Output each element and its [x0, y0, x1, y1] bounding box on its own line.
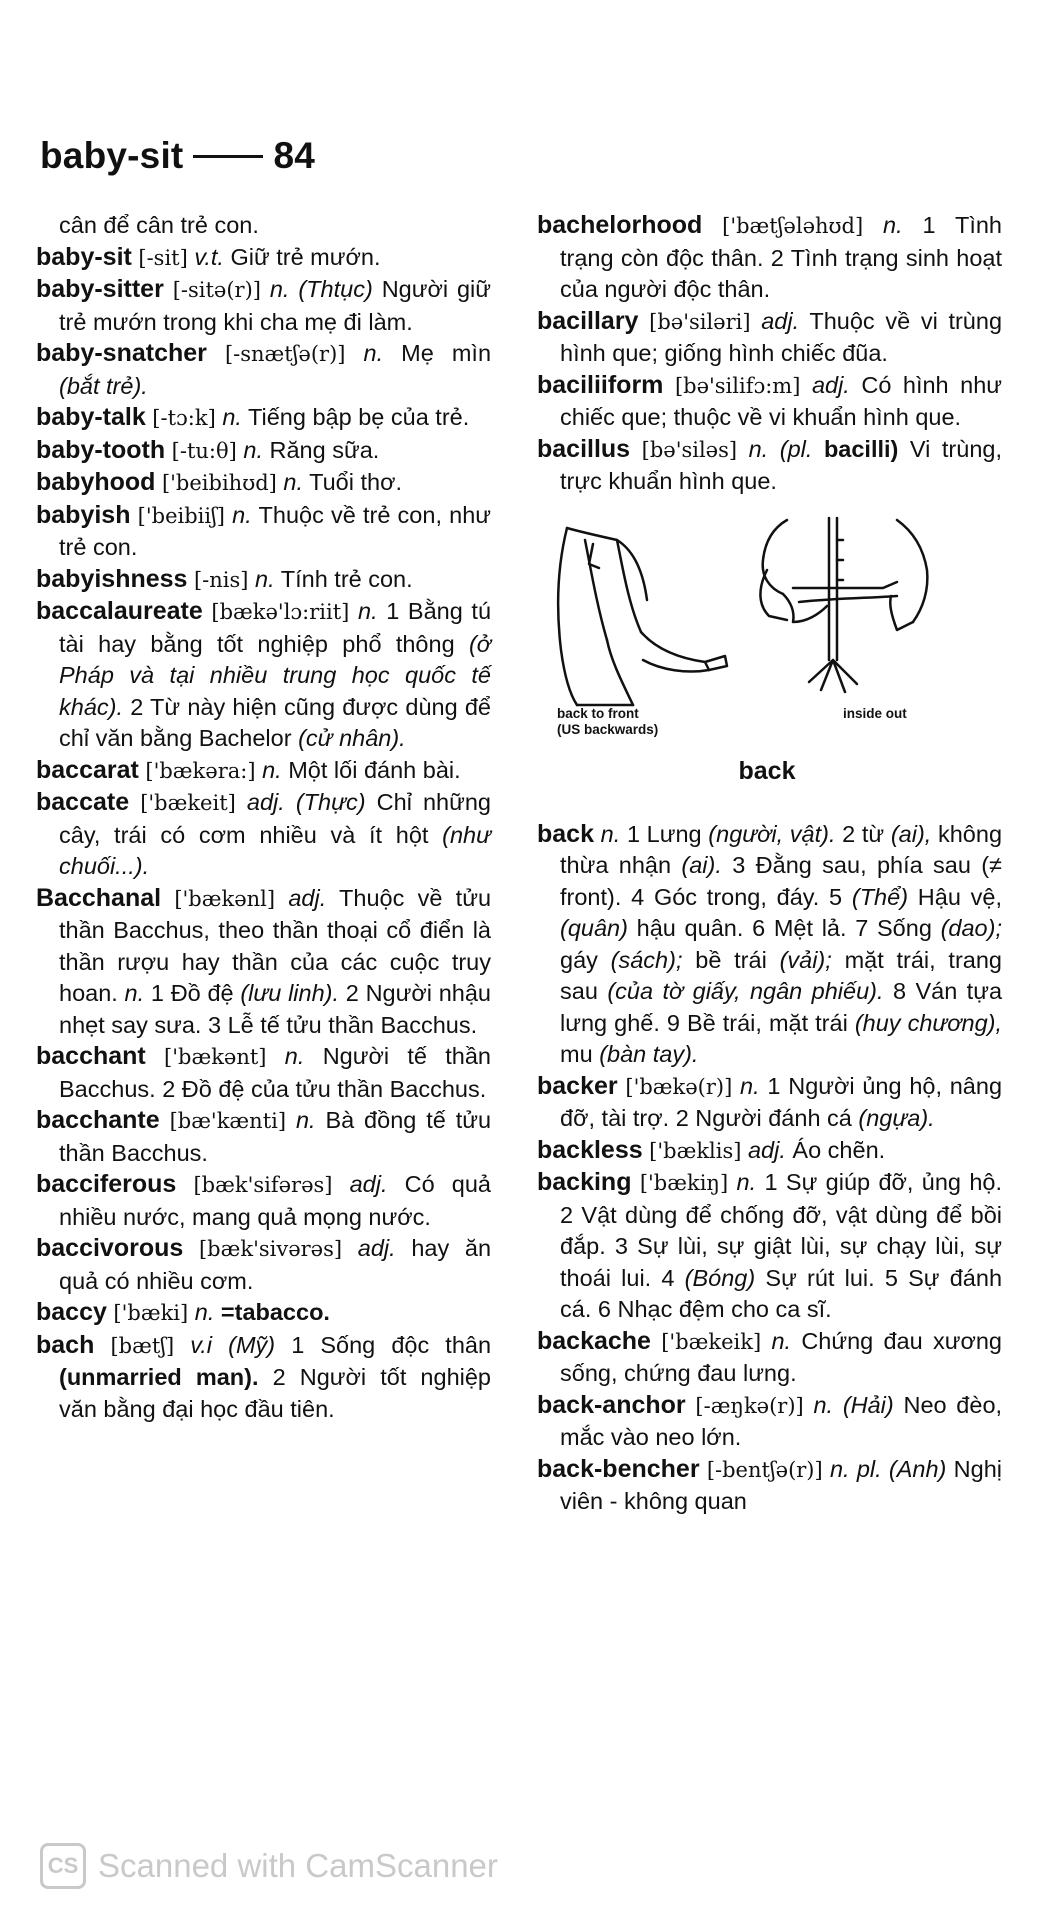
- header-page-number: 84: [273, 135, 316, 176]
- watermark-text: Scanned with CamScanner: [98, 1847, 498, 1884]
- dict-entry: bacillary [bə'siləri] adj. Thuộc về vi trùng hình que; giống hình chiếc đũa.: [537, 306, 1003, 366]
- headword: bach: [36, 1330, 95, 1359]
- headword: bacillary: [537, 306, 639, 335]
- headword: baby-sit: [36, 242, 132, 271]
- dict-entry: backache ['bækeik] n. Chứng đau xương sống, chứng đau lưng.: [537, 1326, 1002, 1386]
- dict-entry: Bacchanal ['bækənl] adj. Thuộc về tửu thần Bacchus, theo thần thoại cổ điển là thần rượu hay thần của các cuộc truy hoan. n. 1 Đồ đệ (lưu linh). 2 Người nhậu nhẹt say sưa. 3 Lễ tế tửu thần Bacchus.: [36, 883, 492, 1038]
- right-column: [537, 210, 1002, 1518]
- illustration-title: back: [738, 756, 796, 785]
- headword: baccate: [36, 788, 130, 816]
- header-dash: [193, 155, 263, 158]
- left-column: [36, 210, 491, 1425]
- dict-entry: bacciferous [bæk'sifərəs] adj. Có quả nhiều nước, mang quả mọng nước.: [36, 1170, 491, 1230]
- headword: bacchante: [36, 1106, 160, 1134]
- caption-inside-out: inside out: [843, 705, 907, 721]
- headword: back-bencher: [537, 1454, 700, 1483]
- headword: bacciferous: [36, 1170, 177, 1198]
- dict-entry: bacchant ['bækənt] n. Người tế thần Bacchus. 2 Đồ đệ của tửu thần Bacchus.: [36, 1042, 491, 1102]
- dict-entry: bachelorhood ['bætʃələhʊd] n. 1 Tình trạng còn độc thân. 2 Tình trạng sinh hoạt của người độc thân.: [537, 211, 1002, 302]
- camscanner-watermark: [40, 1843, 498, 1889]
- headword: back-anchor: [537, 1390, 686, 1419]
- caption-back-to-front: back to front (US backwards): [557, 705, 659, 737]
- headword: backer: [537, 1071, 618, 1100]
- headword: back: [537, 819, 594, 848]
- dict-entry: baby-snatcher [-snætʃə(r)] n. Mẹ mìn (bắt trẻ).: [36, 339, 492, 399]
- dict-entry: baby-sit [-sit] v.t. Giữ trẻ mướn.: [36, 242, 381, 271]
- headword: bachelorhood: [537, 211, 703, 239]
- headword: babyish: [36, 500, 131, 529]
- headword: backing: [537, 1168, 632, 1196]
- dict-entry: bach [bætʃ] v.i (Mỹ) 1 Sống độc thân (unmarried man). 2 Người tốt nghiệp văn bằng đại học đầu tiên.: [36, 1330, 492, 1422]
- headword: baby-sitter: [36, 275, 164, 303]
- dict-entry: baccate ['bækeit] adj. (Thực) Chỉ những cây, trái có cơm nhiều và ít hột (như chuối...).: [36, 788, 492, 879]
- headword: baby-snatcher: [36, 339, 207, 367]
- dict-entry: baby-talk [-tɔ:k] n. Tiếng bập bẹ của trẻ.: [36, 403, 470, 431]
- headword: baby-talk: [36, 403, 146, 431]
- headword: baccivorous: [36, 1234, 184, 1262]
- illustration-back: [537, 510, 997, 795]
- headword: baccy: [36, 1298, 107, 1326]
- dict-entry: bacillus [bə'siləs] n. (pl. bacilli) Vi trùng, trực khuẩn hình que.: [537, 434, 1002, 494]
- dict-entry: baccalaureate [bækə'lɔ:riit] n. 1 Bằng tú tài hay bằng tốt nghiệp phổ thông (ở Pháp và tại nhiều trung học quốc tế khác). 2 Từ này hiện cũng được dùng để chỉ văn bằng Bachelor (cử nhân).: [36, 597, 492, 751]
- dict-entry: baciliiform [bə'silifɔ:m] adj. Có hình như chiếc que; thuộc về vi khuẩn hình que.: [537, 370, 1003, 430]
- dict-entry: babyhood ['beibihʊd] n. Tuổi thơ.: [36, 468, 403, 496]
- header-headword: baby-sit: [40, 135, 184, 176]
- headword: backache: [537, 1326, 651, 1355]
- back-illustration-drawing: [537, 510, 997, 795]
- headword: baciliiform: [537, 370, 664, 399]
- dict-entry: babyishness [-nis] n. Tính trẻ con.: [36, 564, 413, 593]
- camscanner-logo-icon: CS: [40, 1843, 86, 1889]
- headword: backless: [537, 1135, 643, 1164]
- dict-entry: back-anchor [-æŋkə(r)] n. (Hải) Neo đèo, mắc vào neo lớn.: [537, 1390, 1003, 1450]
- headword: baccalaureate: [36, 597, 203, 625]
- continuation-text: cân để cân trẻ con.: [59, 212, 259, 238]
- dict-entry: baccivorous [bæk'sivərəs] adj. hay ăn quả có nhiều cơm.: [36, 1234, 492, 1294]
- headword: Bacchanal: [36, 883, 162, 912]
- dict-entry: baccy ['bæki] n. =tabacco.: [36, 1298, 330, 1326]
- headword: bacchant: [36, 1042, 146, 1070]
- dict-entry: baby-sitter [-sitə(r)] n. (Thtục) Người giữ trẻ mướn trong khi cha mẹ đi làm.: [36, 275, 491, 335]
- dict-entry: babyish ['beibiiʃ] n. Thuộc về trẻ con, như trẻ con.: [36, 500, 492, 560]
- dict-entry: baccarat ['bækəra:] n. Một lối đánh bài.: [36, 755, 461, 784]
- headword: bacillus: [537, 434, 631, 463]
- dict-entry: back-bencher [-bentʃə(r)] n. pl. (Anh) Nghị viên - không quan: [537, 1454, 1002, 1514]
- dict-entry: backless ['bæklis] adj. Áo chẽn.: [537, 1135, 886, 1164]
- headword: babyishness: [36, 564, 188, 593]
- dict-entry: bacchante [bæ'kænti] n. Bà đồng tế tửu thần Bacchus.: [36, 1106, 492, 1166]
- dict-entry: backing ['bækiŋ] n. 1 Sự giúp đỡ, ủng hộ. 2 Vật dùng để chống đỡ, vật dùng để bồi đắp. 3 Sự lùi, sự giật lùi, sự chạy lùi, sự thoái lui. 4 (Bóng) Sự rút lui. 5 Sự đánh cá. 6 Nhạc đệm cho ca sĩ.: [537, 1168, 1003, 1322]
- page-header: [40, 135, 315, 177]
- dict-entry: back n. 1 Lưng (người, vật). 2 từ (ai), không thừa nhận (ai). 3 Đằng sau, phía sau (≠ front). 4 Góc trong, đáy. 5 (Thể) Hậu vệ, (quân) hậu quân. 6 Mệt lả. 7 Sống (dao); gáy (sách); bề trái (vải); mặt trái, trang sau (của tờ giấy, ngân phiếu). 8 Ván tựa lưng ghế. 9 Bề trái, mặt trái (huy chương), mu (bàn tay).: [537, 819, 1003, 1067]
- dict-entry: baby-tooth [-tu:θ] n. Răng sữa.: [36, 435, 380, 464]
- headword: baby-tooth: [36, 435, 166, 464]
- headword: babyhood: [36, 468, 156, 496]
- dict-entry: backer ['bækə(r)] n. 1 Người ủng hộ, nâng đỡ, tài trợ. 2 Người đánh cá (ngựa).: [537, 1071, 1003, 1131]
- headword: baccarat: [36, 755, 139, 784]
